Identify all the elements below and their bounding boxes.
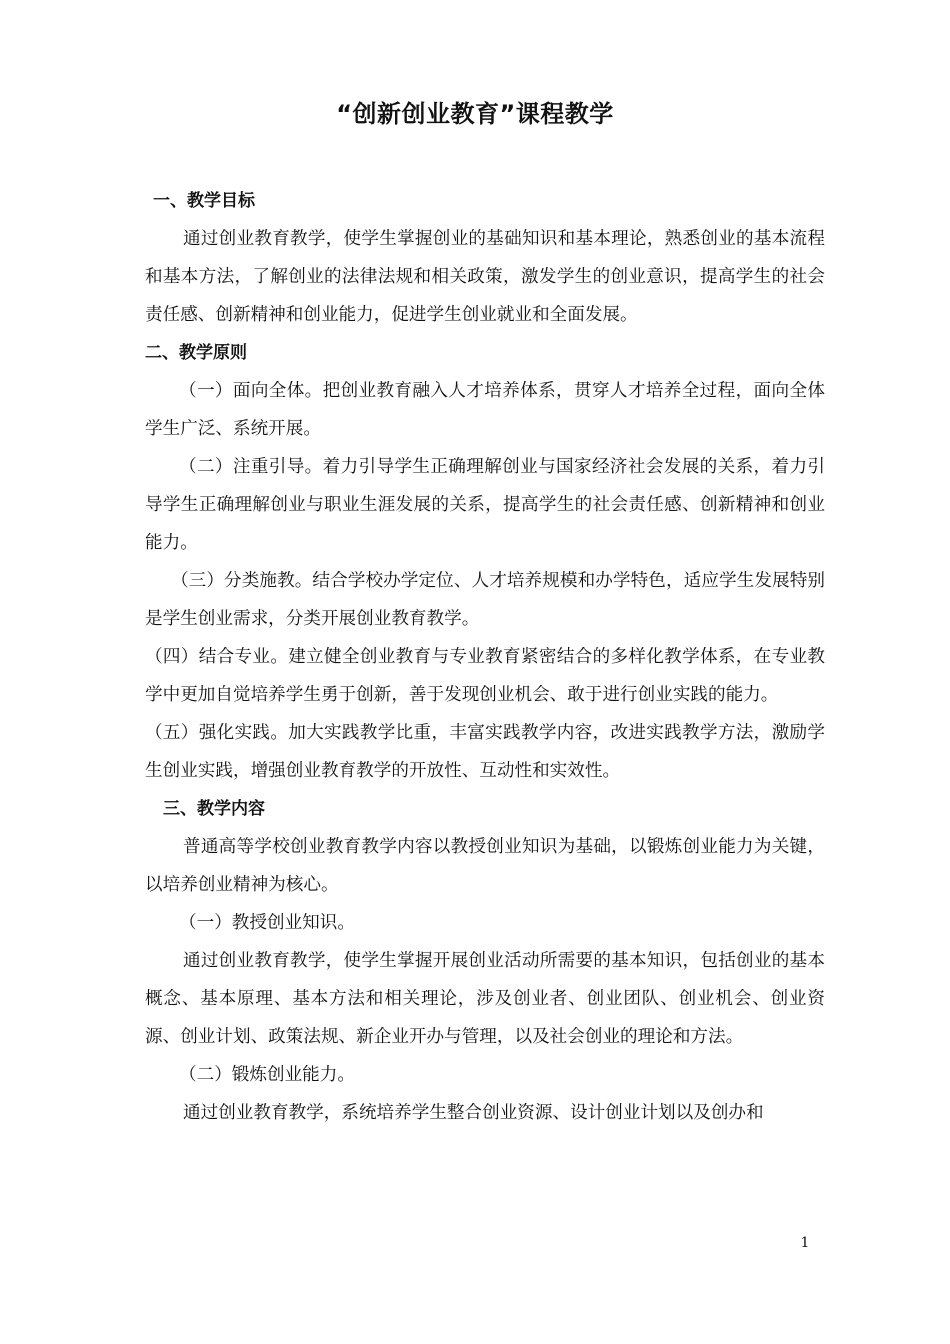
paragraph-principle-2: （二）注重引导。着力引导学生正确理解创业与国家经济社会发展的关系，着力引导学生正确理解创业与职业生涯发展的关系，提高学生的社会责任感、创新精神和创业能力。 [145,457,825,553]
paragraph-content-intro: 普通高等学校创业教育教学内容以教授创业知识为基础，以锻炼创业能力为关键，以培养创业精神为核心。 [145,837,825,895]
paragraph-teach-knowledge: 通过创业教育教学，使学生掌握开展创业活动所需要的基本知识，包括创业的基本概念、基本原理、基本方法和相关理论，涉及创业者、创业团队、创业机会、创业资源、创业计划、政策法规、新企业开办与管理，以及社会创业的理论和方法。 [145,951,825,1047]
subheading-teach-knowledge: （一）教授创业知识。 [179,913,355,933]
subheading-train-ability: （二）锻炼创业能力。 [179,1065,355,1085]
document-body [145,182,825,1132]
section-heading-teaching-principles: 二、教学原则 [145,343,247,363]
paragraph-principle-5: （五）强化实践。加大实践教学比重，丰富实践教学内容，改进实践教学方法，激励学生创业实践，增强创业教育教学的开放性、互动性和实效性。 [145,723,825,781]
document-title: “创新创业教育”课程教学 [336,100,614,128]
paragraph-principle-3: （三）分类施教。结合学校办学定位、人才培养规模和办学特色，适应学生发展特别是学生创业需求，分类开展创业教育教学。 [145,571,825,629]
paragraph-train-ability: 通过创业教育教学，系统培养学生整合创业资源、设计创业计划以及创办和 [183,1103,764,1123]
section-heading-teaching-content: 三、教学内容 [163,799,265,819]
paragraph-teaching-goals: 通过创业教育教学，使学生掌握创业的基础知识和基本理论，熟悉创业的基本流程和基本方法，了解创业的法律法规和相关政策，激发学生的创业意识，提高学生的社会责任感、创新精神和创业能力，促进学生创业就业和全面发展。 [145,229,825,325]
paragraph-principle-1: （一）面向全体。把创业教育融入人才培养体系，贯穿人才培养全过程，面向全体学生广泛、系统开展。 [145,381,825,439]
section-heading-teaching-goals: 一、教学目标 [153,191,255,211]
paragraph-principle-4: （四）结合专业。建立健全创业教育与专业教育紧密结合的多样化教学体系，在专业教学中更加自觉培养学生勇于创新，善于发现创业机会、敢于进行创业实践的能力。 [145,647,825,705]
page-number: 1 [800,1235,810,1251]
